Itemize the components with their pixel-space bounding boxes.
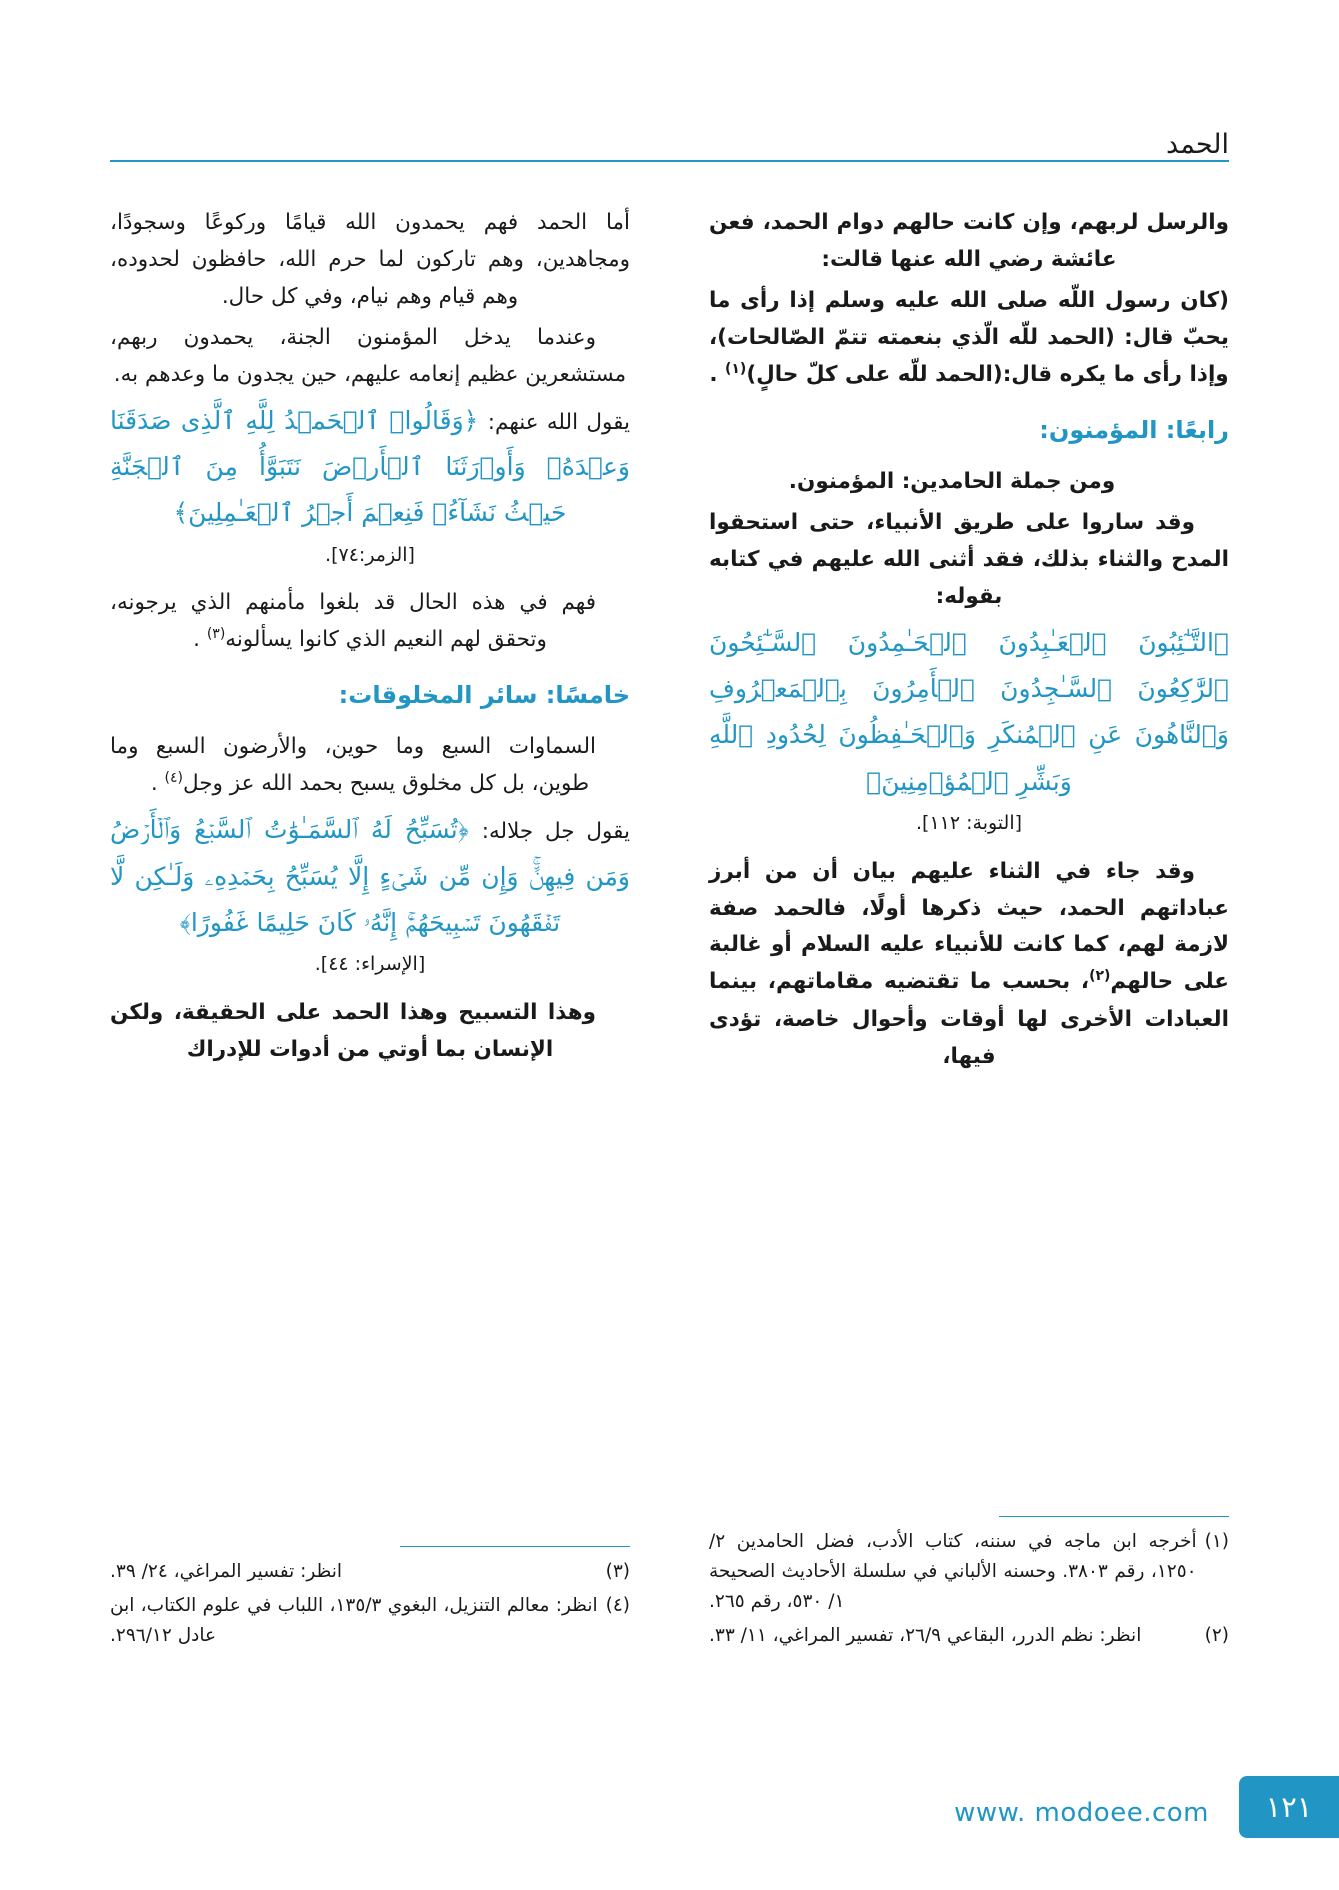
paragraph [709,283,1229,394]
footnote-item [110,1557,630,1587]
paragraph: وعندما يدخل المؤمنون الجنة، يحمدون ربهم، مستشعرين عظيم إنعامه عليهم، حين يجدون ما وعدهم به. [110,324,627,387]
verse-reference: [التوبة: ١١٢]. [915,811,1023,834]
footnote-text: انظر: نظم الدرر، البقاعي ٢٦/٩، تفسير المراغي، ١١/ ٣٣. [709,1625,1142,1647]
footnote-marker: (٤) [164,770,183,787]
page-number: ١٢١ [1265,1790,1313,1824]
footnote-item [709,1527,1229,1617]
footnotes-left [110,1546,630,1656]
body-columns [110,205,1229,1655]
paragraph: وهذا التسبيح وهذا الحمد على الحقيقة، ولكن الإنسان بما أوتي من أدوات للإدراك [110,999,596,1062]
verse-lead-in: يقول الله عنهم: [487,409,630,435]
footnote-text: انظر: تفسير المراغي، ٢٤/ ٣٩. [110,1561,342,1583]
footnote-number: (٢) [1204,1625,1229,1647]
column-left [110,205,630,1655]
quran-verse-zumar [110,398,630,537]
page-header [110,120,1229,162]
paragraph: والرسل لربهم، وإن كانت حالهم دوام الحمد، فعن عائشة رضي الله عنها قالت: [709,210,1229,272]
paragraph-text: (كان رسول اللّه صلى الله عليه وسلم إذا رأى ما يحبّ قال: (الحمد للّه الّذي بنعمته تتمّ الصّالحات)، وإذا رأى ما يكره قال:(الحمد للّه على كلّ حالٍ) [709,287,1229,388]
paragraph [709,854,1229,1076]
footnote-item [110,1591,630,1651]
verse-text: ﴿تُسَبِّحُ لَهُ ٱلسَّمَـٰوَٰتُ ٱلسَّبۡعُ وَٱلۡأَرۡضُ وَمَن فِيهِنَّۚ وَإِن مِّن شَىۡءٍ إِلَّا يُسَبِّحُ بِحَمۡدِهِۦ وَلَـٰكِن لَّا تَفۡقَهُونَ تَسۡبِيحَهُمۡۚ إِنَّهُۥ كَانَ حَلِيمًا غَفُورًا﴾ [110,815,630,937]
footnotes-right [709,1516,1229,1655]
page-title: الحمد [1166,129,1229,160]
paragraph-tail: . [150,771,165,797]
verse-text: ﴿وَقَالُوا۟ ٱلۡحَمۡدُ لِلَّهِ ٱلَّذِى صَدَقَنَا وَعۡدَهُۥ وَأَوۡرَثَنَا ٱلۡأَرۡضَ نَتَبَوَّأُ مِنَ ٱلۡجَنَّةِ حَيۡثُ نَشَآءُۖ فَنِعۡمَ أَجۡرُ ٱلۡعَـٰمِلِينَ﴾ [110,405,630,528]
page-footer [0,1770,1339,1890]
verse-lead-in: يقول جل جلاله: [481,819,630,845]
paragraph-tail: ، بحسب ما تقتضيه مقاماتهم، بينما العبادات الأخرى لها أوقات وأحوال خاصة، تؤدى فيها، [709,969,1229,1069]
column-right [709,205,1229,1655]
website-url[interactable]: www. modoee.com [954,1798,1209,1828]
paragraph-tail: . [709,362,725,388]
paragraph [110,729,630,803]
verse-reference: [الزمر:٧٤]. [325,543,415,566]
footnote-marker: (٢) [1089,968,1111,985]
footnote-number: (٤) [605,1595,630,1617]
footnote-text: انظر: معالم التنزيل، البغوي ١٣٥/٣، اللباب في علوم الكتاب، ابن عادل ٢٩٦/١٢. [110,1595,598,1647]
quran-verse-isra [110,807,630,946]
paragraph [110,585,630,659]
paragraph: ومن جملة الحامدين: المؤمنون. [788,469,1116,494]
paragraph-text: وقد جاء في الثناء عليهم بيان أن من أبرز عباداتهم الحمد، حيث ذكرها أولًا، فالحمد صفة لازمة لهم، كما كانت للأنبياء عليه السلام أو غالبة على حالهم [709,858,1229,995]
footnote-number: (١) [1204,1531,1229,1553]
verse-reference: [الإسراء: ٤٤]. [314,953,426,976]
section-heading-fifth: خامسًا: سائر المخلوقات: [338,681,630,710]
paragraph-text: فهم في هذه الحال قد بلغوا مأمنهم الذي يرجونه، وتحقق لهم النعيم الذي كانوا يسألونه [110,590,596,653]
footnote-marker: (٣) [206,626,226,643]
paragraph-text: السماوات السبع وما حوين، والأرضون السبع وما طوين، بل كل مخلوق يسبح بحمد الله عز وجل [110,734,596,797]
quran-verse-tawbah: ﴿التَّـٰٓئِبُونَ ٱلۡعَـٰبِدُونَ ٱلۡحَـٰمِدُونَ ٱلسَّـٰٓئِحُونَ ٱلرَّٰكِعُونَ ٱلسَّـٰجِدُونَ ٱلۡأَمِرُونَ بِٱلۡمَعۡرُوفِ وَٱلنَّاهُونَ عَنِ ٱلۡمُنكَرِ وَٱلۡحَـٰفِظُونَ لِحُدُودِ ٱللَّهِ وَبَشِّرِ ٱلۡمُؤۡمِنِينَ﴾ [709,627,1229,796]
header-divider [110,160,1229,162]
paragraph: أما الحمد فهم يحمدون الله قيامًا وركوعًا وسجودًا، ومجاهدين، وهم تاركون لما حرم الله، حافظون لحدوده، وهم قيام وهم نيام، وفي كل حال. [110,210,630,309]
footnote-marker: (١) [724,360,747,377]
section-heading-fourth: رابعًا: المؤمنون: [1039,416,1229,444]
paragraph: وقد ساروا على طريق الأنبياء، حتى استحقوا المدح والثناء بذلك، فقد أثنى الله عليهم في كتابه بقوله: [709,509,1229,609]
footnote-text: أخرجه ابن ماجه في سننه، كتاب الأدب، فضل الحامدين ٢/ ١٢٥٠، رقم ٣٨٠٣. وحسنه الألباني في سلسلة الأحاديث الصحيحة ١/ ٥٣٠، رقم ٢٦٥. [709,1531,1197,1613]
paragraph-tail: . [193,627,207,653]
footnote-divider [999,1516,1229,1518]
footnote-item [709,1621,1229,1651]
footnote-number: (٣) [605,1561,630,1583]
footnote-divider [400,1546,630,1548]
page-number-tab [1239,1776,1339,1838]
